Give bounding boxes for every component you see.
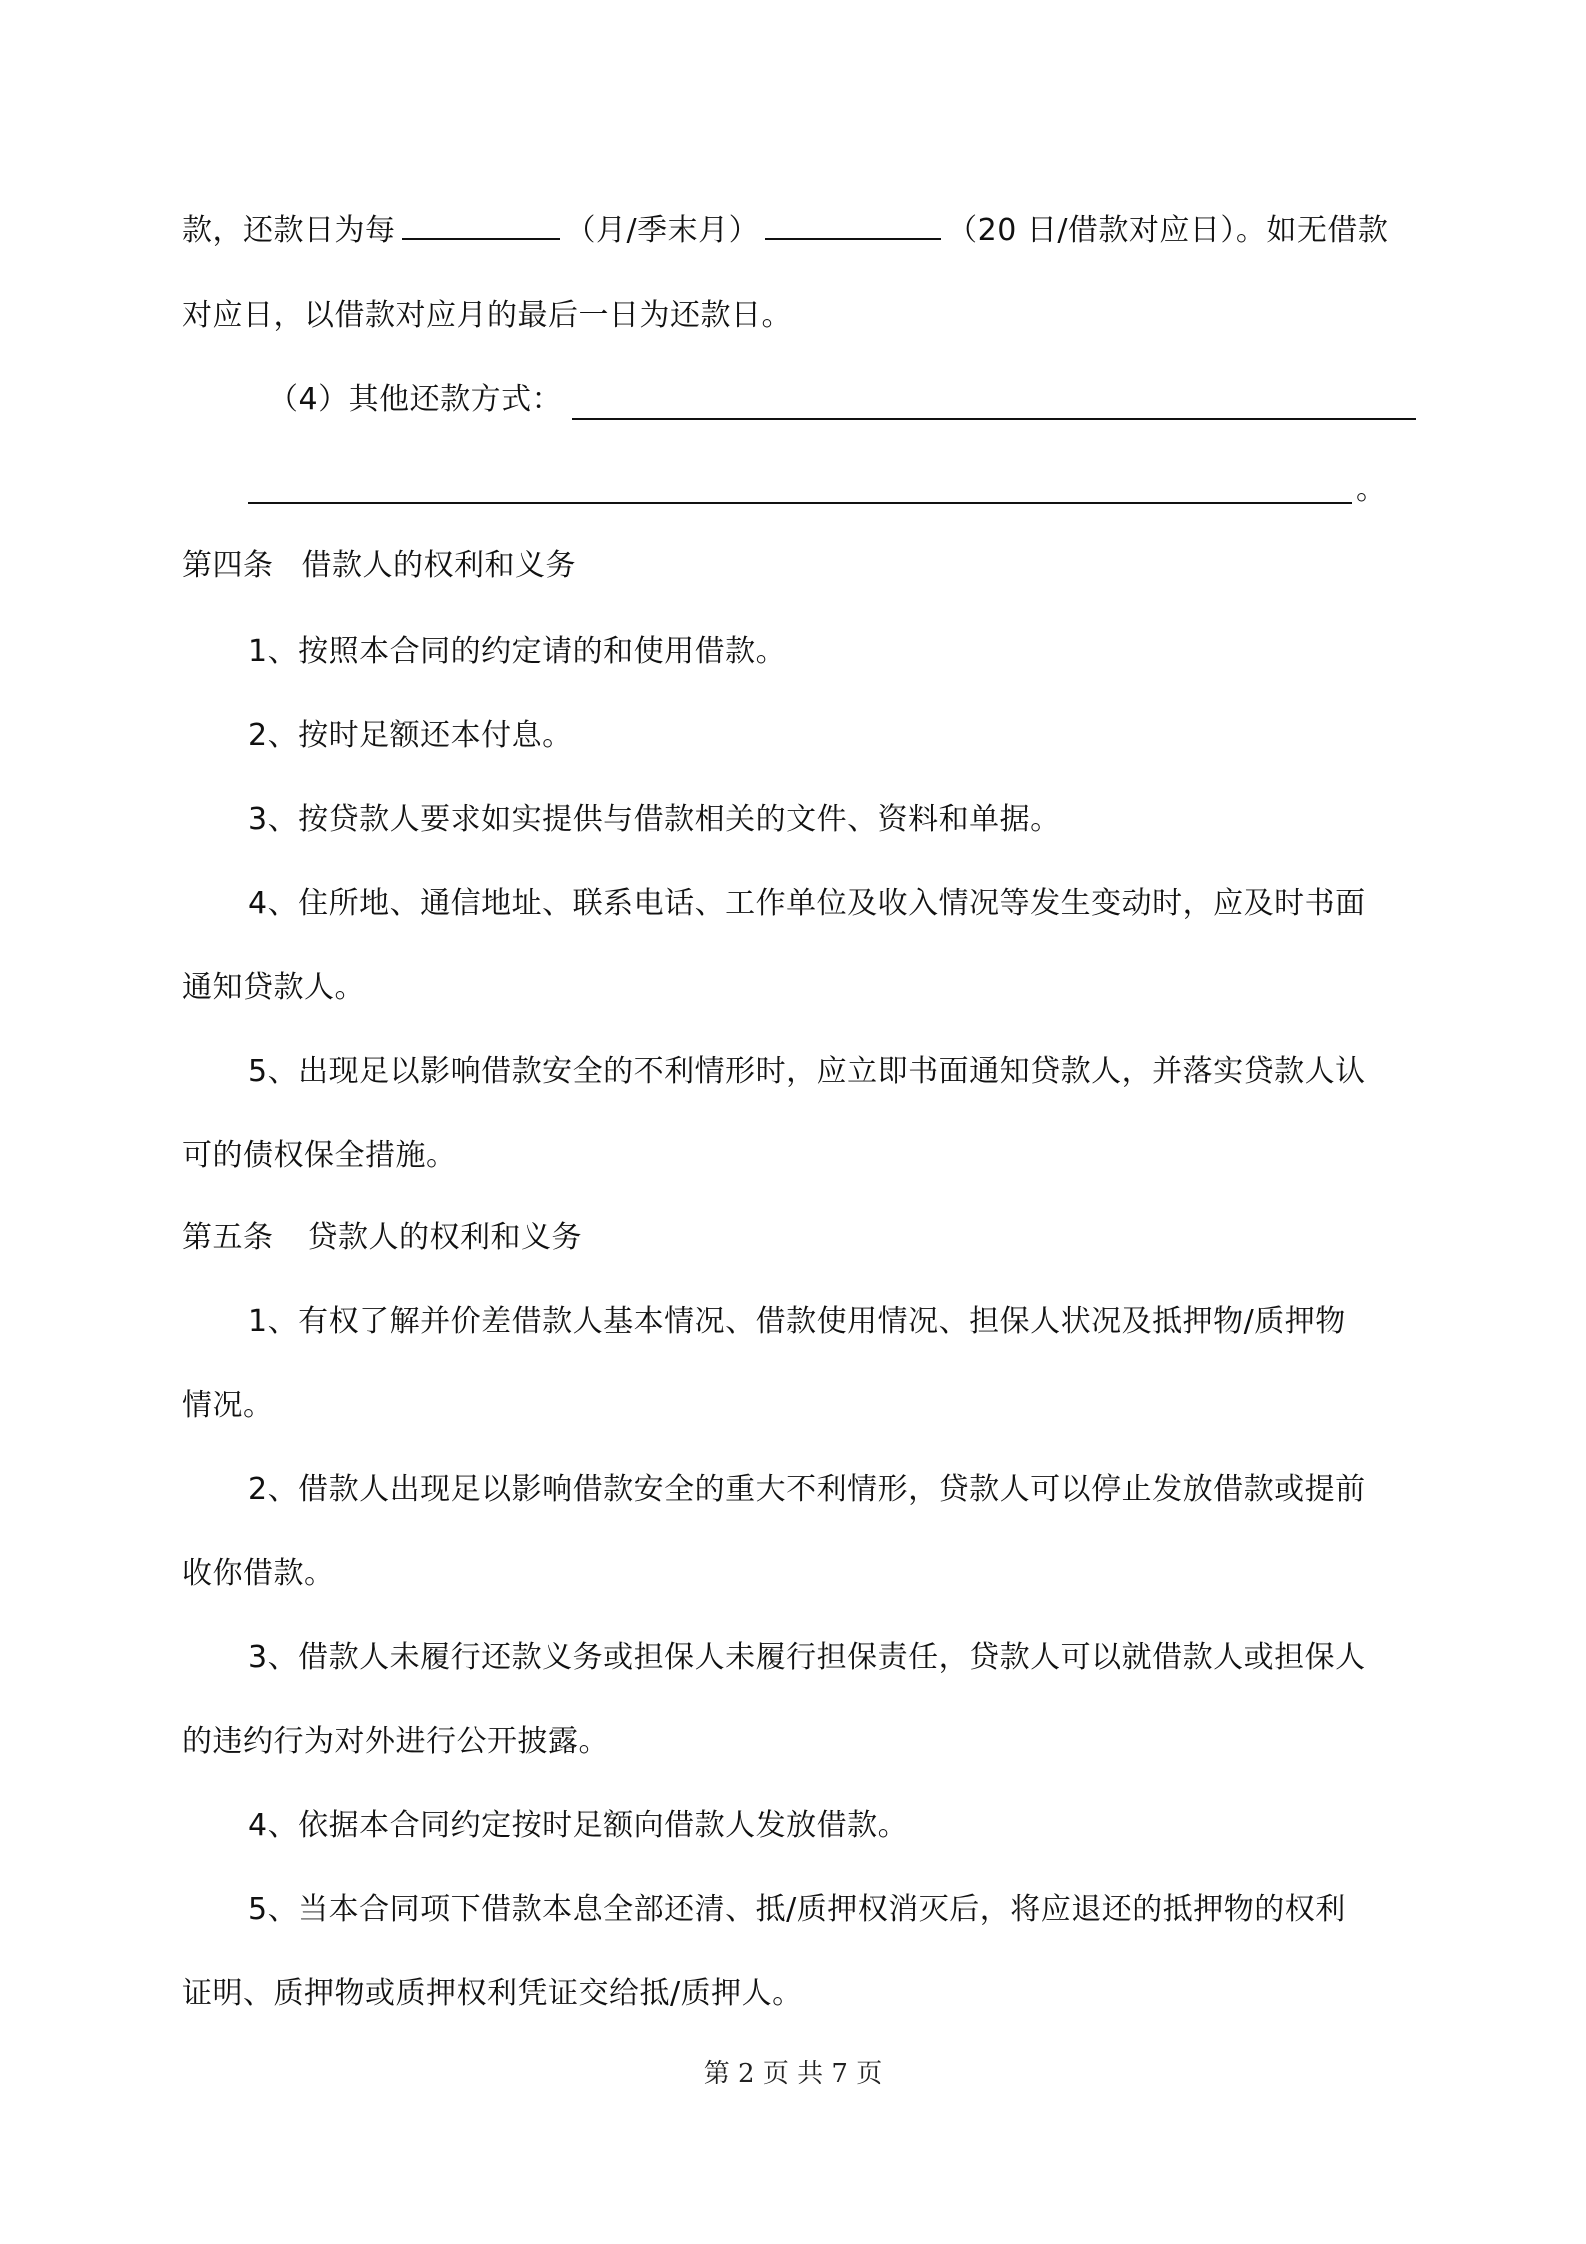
page-number-footer (0, 2057, 1586, 2091)
other-repayment-label: （4）其他还款方式： (268, 382, 563, 417)
repayment-day-line-2: 对应日，以借款对应月的最后一日为还款日。 (182, 298, 792, 333)
article4-item-2: 2、按时足额还本付息。 (248, 718, 573, 753)
article5-title: 贷款人的权利和义务 (307, 1220, 582, 1255)
repayment-date-blank[interactable] (765, 210, 941, 240)
repayment-day-blank[interactable] (402, 210, 560, 240)
article4-number: 第四条 (182, 548, 274, 583)
other-repayment-blank-1[interactable] (572, 418, 1416, 420)
article5-item-4: 4、依据本合同约定按时足额向借款人发放借款。 (248, 1808, 909, 1843)
article5-item-1: 1、有权了解并价差借款人基本情况、借款使用情况、担保人状况及抵押物/质押物 (248, 1304, 1346, 1339)
article5-item-3: 3、借款人未履行还款义务或担保人未履行担保责任，贷款人可以就借款人或担保人 (248, 1640, 1366, 1675)
repayment-day-prefix: 款，还款日为每 (182, 213, 396, 248)
page-current: 2 (738, 2059, 755, 2089)
other-repayment-blank-2[interactable] (248, 502, 1352, 504)
page-label-prefix: 第 (703, 2059, 730, 2089)
article4-item-5: 5、出现足以影响借款安全的不利情形时，应立即书面通知贷款人，并落实贷款人认 (248, 1054, 1366, 1089)
article4-item-3: 3、按贷款人要求如实提供与借款相关的文件、资料和单据。 (248, 802, 1061, 837)
page-total: 7 (831, 2059, 848, 2089)
page-label-suffix: 页 (856, 2059, 883, 2089)
article5-item-5: 5、当本合同项下借款本息全部还清、抵/质押权消灭后，将应退还的抵押物的权利 (248, 1892, 1346, 1927)
article4-item-1: 1、按照本合同的约定请的和使用借款。 (248, 634, 787, 669)
repayment-period-text: （月/季末月） (565, 213, 760, 248)
other-repayment-end-mark: 。 (1356, 472, 1387, 507)
article4-item-4-cont: 通知贷款人。 (182, 970, 365, 1005)
repayment-day-suffix: （20 日/借款对应日）。如无借款 (947, 213, 1389, 248)
article5-item-2-cont: 收你借款。 (182, 1556, 335, 1591)
article5-item-5-cont: 证明、质押物或质押权利凭证交给抵/质押人。 (182, 1976, 803, 2011)
repayment-day-line (182, 210, 1388, 251)
article5-heading (182, 1218, 582, 1258)
article4-heading (182, 546, 576, 586)
article4-title: 借款人的权利和义务 (301, 548, 576, 583)
article4-item-5-cont: 可的债权保全措施。 (182, 1138, 457, 1173)
page-label-mid: 页 共 (762, 2059, 824, 2089)
article5-item-2: 2、借款人出现足以影响借款安全的重大不利情形，贷款人可以停止发放借款或提前 (248, 1472, 1366, 1507)
article4-item-4: 4、住所地、通信地址、联系电话、工作单位及收入情况等发生变动时，应及时书面 (248, 886, 1366, 921)
article5-item-3-cont: 的违约行为对外进行公开披露。 (182, 1724, 609, 1759)
article5-item-1-cont: 情况。 (182, 1388, 274, 1423)
article5-number: 第五条 (182, 1220, 274, 1255)
